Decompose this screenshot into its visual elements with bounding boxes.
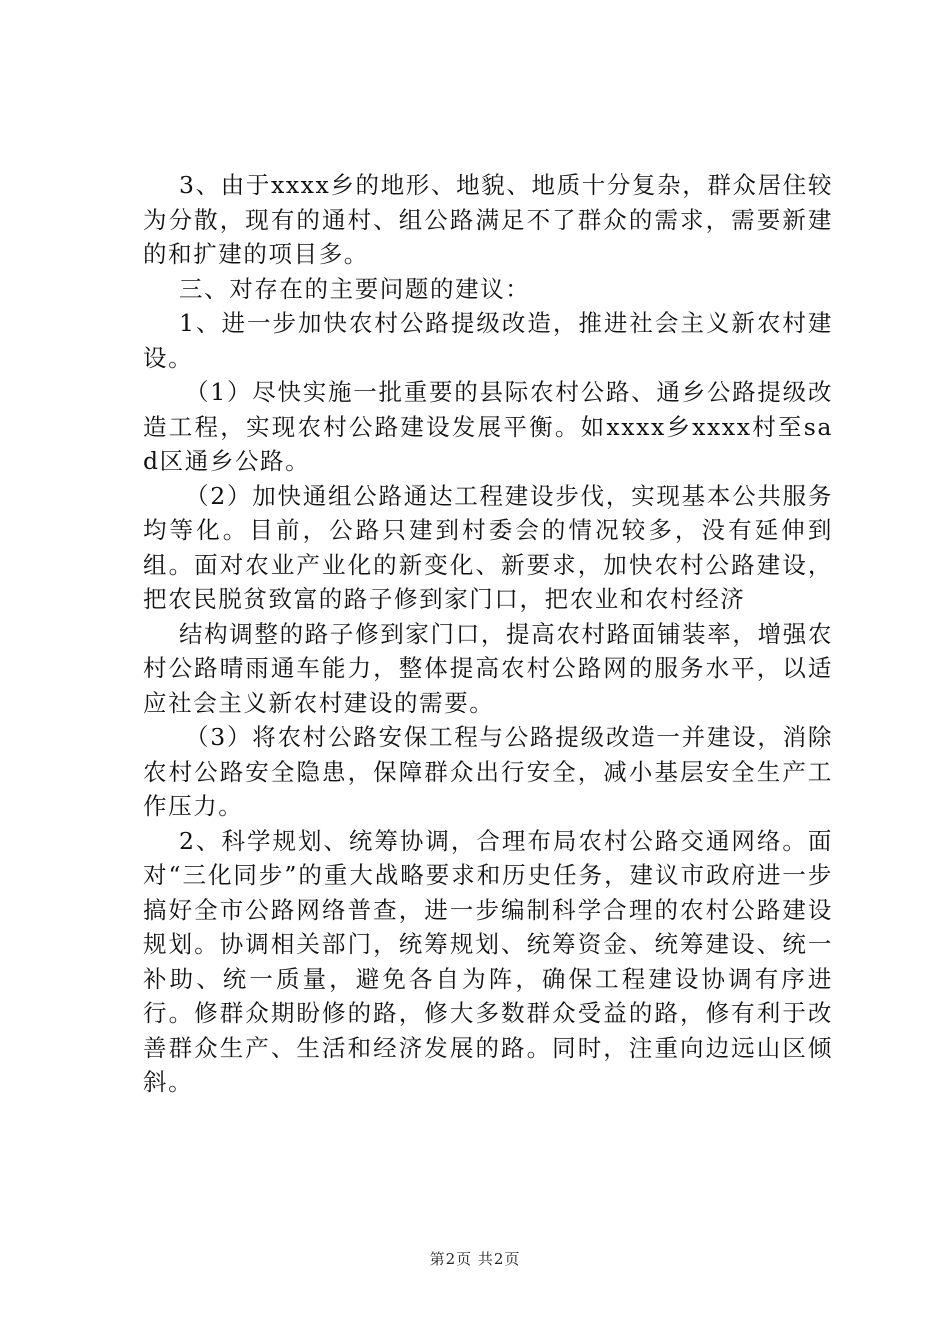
- paragraph-item-3: （3）将农村公路安保工程与公路提级改造一并建设，消除农村公路安全隐患，保障群众出行安全，减小基层安全生产工作压力。: [143, 723, 833, 820]
- section-heading-suggestions: 三、对存在的主要问题的建议：: [179, 274, 531, 303]
- paragraph-2-planning: 2、科学规划、统筹协调，合理布局农村公路交通网络。面对“三化同步”的重大战略要求和历史任务，建议市政府进一步搞好全市公路网络普查，进一步编制科学合理的农村公路建设规划。协调相关部门，统筹规划、统筹资金、统筹建设、统一补助、统一质量，避免各自为阵，确保工程建设协调有序进行。修群众期盼修的路，修大多数群众受益的路，修有利于改善群众生产、生活和经济发展的路。同时，注重向边远山区倾斜。: [143, 826, 833, 1096]
- paragraph-item-2-continued: 结构调整的路子修到家门口，提高农村路面铺装率，增强农村公路晴雨通车能力，整体提高农村公路网的服务水平，以适应社会主义新农村建设的需要。: [143, 619, 833, 717]
- page-number-footer: 第2页 共2页: [429, 1250, 521, 1268]
- document-body: [143, 168, 833, 1100]
- paragraph-item-1: （1）尽快实施一批重要的县际农村公路、通乡公路提级改造工程，实现农村公路建设发展平衡。如xxxx乡xxxx村至sad区通乡公路。: [143, 378, 833, 475]
- paragraph-3-terrain: 3、由于xxxx乡的地形、地貌、地质十分复杂，群众居住较为分散，现有的通村、组公路满足不了群众的需求，需要新建的和扩建的项目多。: [143, 171, 833, 268]
- paragraph-item-2: （2）加快通组公路通达工程建设步伐，实现基本公共服务均等化。目前，公路只建到村委会的情况较多，没有延伸到组。面对农业产业化的新变化、新要求，加快农村公路建设，把农民脱贫致富的路子修到家门口，把农业和农村经济: [143, 481, 833, 613]
- paragraph-1-upgrade: 1、进一步加快农村公路提级改造，推进社会主义新农村建设。: [143, 309, 833, 372]
